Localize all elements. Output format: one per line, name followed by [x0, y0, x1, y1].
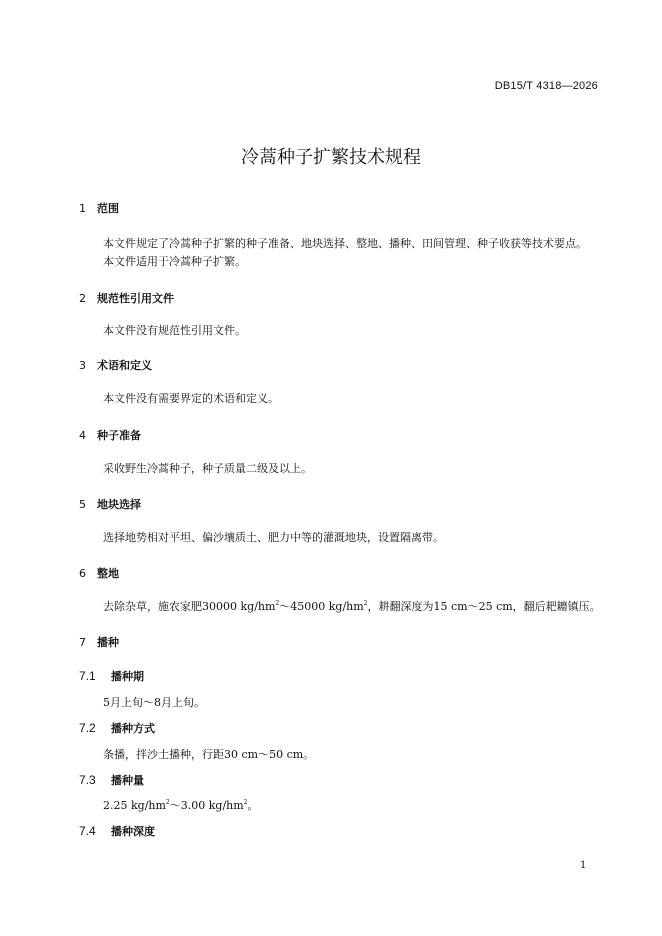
section-title: 整地 [97, 567, 119, 580]
paragraph: 5月上旬～8月上旬。 [103, 696, 205, 709]
section-number: 5 [79, 498, 86, 511]
text-run: ，耕翻深度为15 cm～25 cm，翻后耙耱镇压。 [367, 600, 601, 613]
section-number: 6 [79, 567, 86, 580]
paragraph: 采收野生冷蒿种子，种子质量二级及以上。 [103, 462, 312, 475]
text-run: ～45000 kg/hm [279, 600, 364, 613]
page-number: 1 [580, 860, 587, 871]
text-run: 。 [247, 799, 259, 812]
section-title: 范围 [97, 202, 119, 215]
paragraph: 本文件规定了冷蒿种子扩繁的种子准备、地块选择、整地、播种、田间管理、种子收获等技术要点。 [103, 237, 587, 250]
section-number: 4 [79, 429, 86, 442]
section-heading-7 [79, 634, 119, 650]
section-heading-6 [79, 565, 119, 581]
superscript: 2 [363, 600, 368, 607]
subsection-title: 播种量 [111, 774, 144, 787]
paragraph: 本文件没有规范性引用文件。 [103, 324, 246, 337]
paragraph: 条播，拌沙土播种，行距30 cm～50 cm。 [103, 748, 315, 761]
section-title: 播种 [97, 636, 119, 649]
section-number: 3 [79, 359, 86, 372]
section-title: 术语和定义 [97, 359, 152, 372]
section-heading-4 [79, 427, 141, 443]
paragraph: 本文件适用于冷蒿种子扩繁。 [103, 255, 246, 268]
subsection-heading-7-2 [79, 720, 155, 736]
subsection-number: 7.3 [79, 773, 96, 787]
section-number: 7 [79, 636, 86, 649]
superscript: 2 [165, 799, 170, 806]
section-title: 种子准备 [97, 429, 141, 442]
subsection-heading-7-4 [79, 823, 155, 839]
superscript: 2 [275, 600, 280, 607]
paragraph: 选择地势相对平坦、偏沙壤质土、肥力中等的灌溉地块，设置隔离带。 [103, 531, 444, 544]
section-title: 规范性引用文件 [97, 292, 174, 305]
subsection-title: 播种方式 [111, 722, 155, 735]
subsection-title: 播种深度 [111, 825, 155, 838]
section-heading-3 [79, 357, 152, 373]
paragraph: 本文件没有需要界定的术语和定义。 [103, 392, 279, 405]
subsection-number: 7.4 [79, 824, 96, 838]
document-title: 冷蒿种子扩繁技术规程 [241, 147, 421, 168]
text-run: ～3.00 kg/hm [169, 799, 244, 812]
subsection-number: 7.2 [79, 721, 96, 735]
section-number: 1 [79, 202, 86, 215]
subsection-heading-7-1 [79, 668, 144, 684]
section-number: 2 [79, 292, 86, 305]
superscript: 2 [243, 799, 248, 806]
section-heading-2 [79, 290, 174, 306]
subsection-heading-7-3 [79, 772, 144, 788]
paragraph [103, 797, 259, 813]
section-heading-5 [79, 496, 141, 512]
subsection-number: 7.1 [79, 669, 96, 683]
subsection-title: 播种期 [111, 670, 144, 683]
standard-code: DB15/T 4318—2026 [494, 80, 598, 92]
section-title: 地块选择 [97, 498, 141, 511]
text-run: 2.25 kg/hm [103, 799, 166, 812]
section-heading-1 [79, 200, 119, 216]
paragraph [103, 598, 601, 614]
text-run: 去除杂草，施农家肥30000 kg/hm [103, 600, 276, 613]
